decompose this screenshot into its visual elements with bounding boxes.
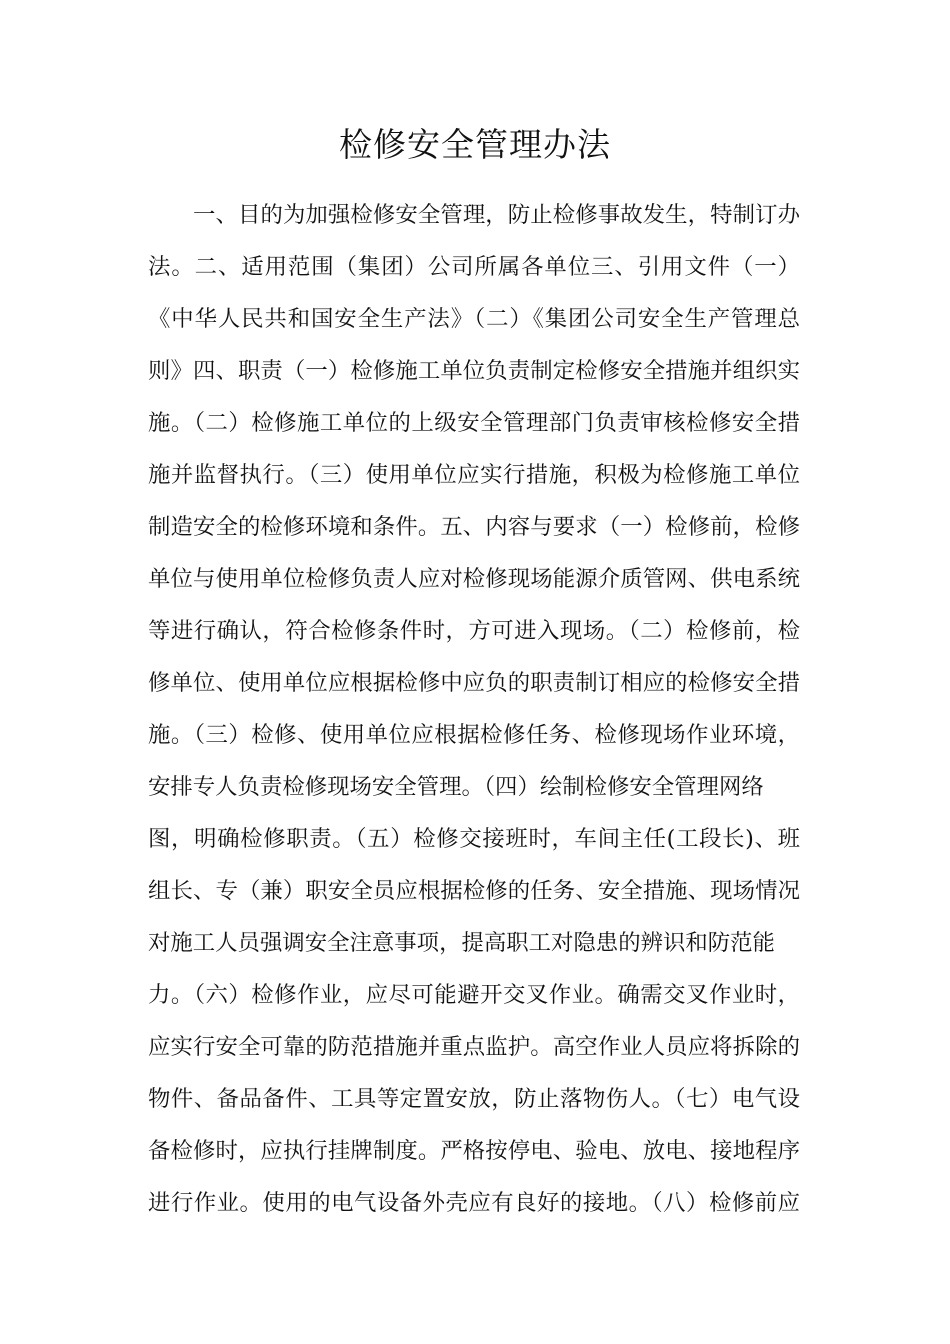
body-line: 安排专人负责检修现场安全管理。（四）绘制检修安全管理网络 (148, 774, 764, 800)
document-title: 检修安全管理办法 (339, 125, 611, 164)
body-line: 对施工人员强调安全注意事项，提高职工对隐患的辨识和防范能 (148, 930, 775, 956)
body-line: 一、目的为加强检修安全管理，防止检修事故发生，特制订办 (193, 202, 800, 228)
body-line: 修单位、使用单位应根据检修中应负的职责制订相应的检修安全措 (148, 670, 800, 696)
body-line: 则》四、职责（一）检修施工单位负责制定检修安全措施并组织实 (148, 358, 800, 384)
body-line: 《中华人民共和国安全生产法》（二）《集团公司安全生产管理总 (148, 306, 800, 332)
body-line: 施。（三）检修、使用单位应根据检修任务、检修现场作业环境， (148, 722, 800, 748)
body-line: 组长、专（兼）职安全员应根据检修的任务、安全措施、现场情况 (148, 878, 800, 904)
body-line: 图，明确检修职责。（五）检修交接班时，车间主任(工段长)、班 (148, 826, 800, 852)
body-line: 施。（二）检修施工单位的上级安全管理部门负责审核检修安全措 (148, 410, 800, 436)
body-line: 单位与使用单位检修负责人应对检修现场能源介质管网、供电系统 (148, 566, 800, 592)
body-line: 力。（六）检修作业，应尽可能避开交叉作业。确需交叉作业时， (148, 982, 800, 1008)
body-line: 施并监督执行。（三）使用单位应实行措施，积极为检修施工单位 (148, 462, 800, 488)
body-line: 法。二、适用范围（集团）公司所属各单位三、引用文件（一） (148, 254, 800, 280)
body-line: 应实行安全可靠的防范措施并重点监护。高空作业人员应将拆除的 (148, 1034, 800, 1060)
body-line: 物件、备品备件、工具等定置安放，防止落物伤人。（七）电气设 (148, 1086, 800, 1112)
document-body (148, 189, 800, 1229)
body-line: 等进行确认，符合检修条件时，方可进入现场。（二）检修前，检 (148, 618, 800, 644)
body-line: 进行作业。使用的电气设备外壳应有良好的接地。（八）检修前应 (148, 1190, 800, 1216)
body-line: 备检修时，应执行挂牌制度。严格按停电、验电、放电、接地程序 (148, 1138, 800, 1164)
body-line: 制造安全的检修环境和条件。五、内容与要求（一）检修前，检修 (148, 514, 800, 540)
